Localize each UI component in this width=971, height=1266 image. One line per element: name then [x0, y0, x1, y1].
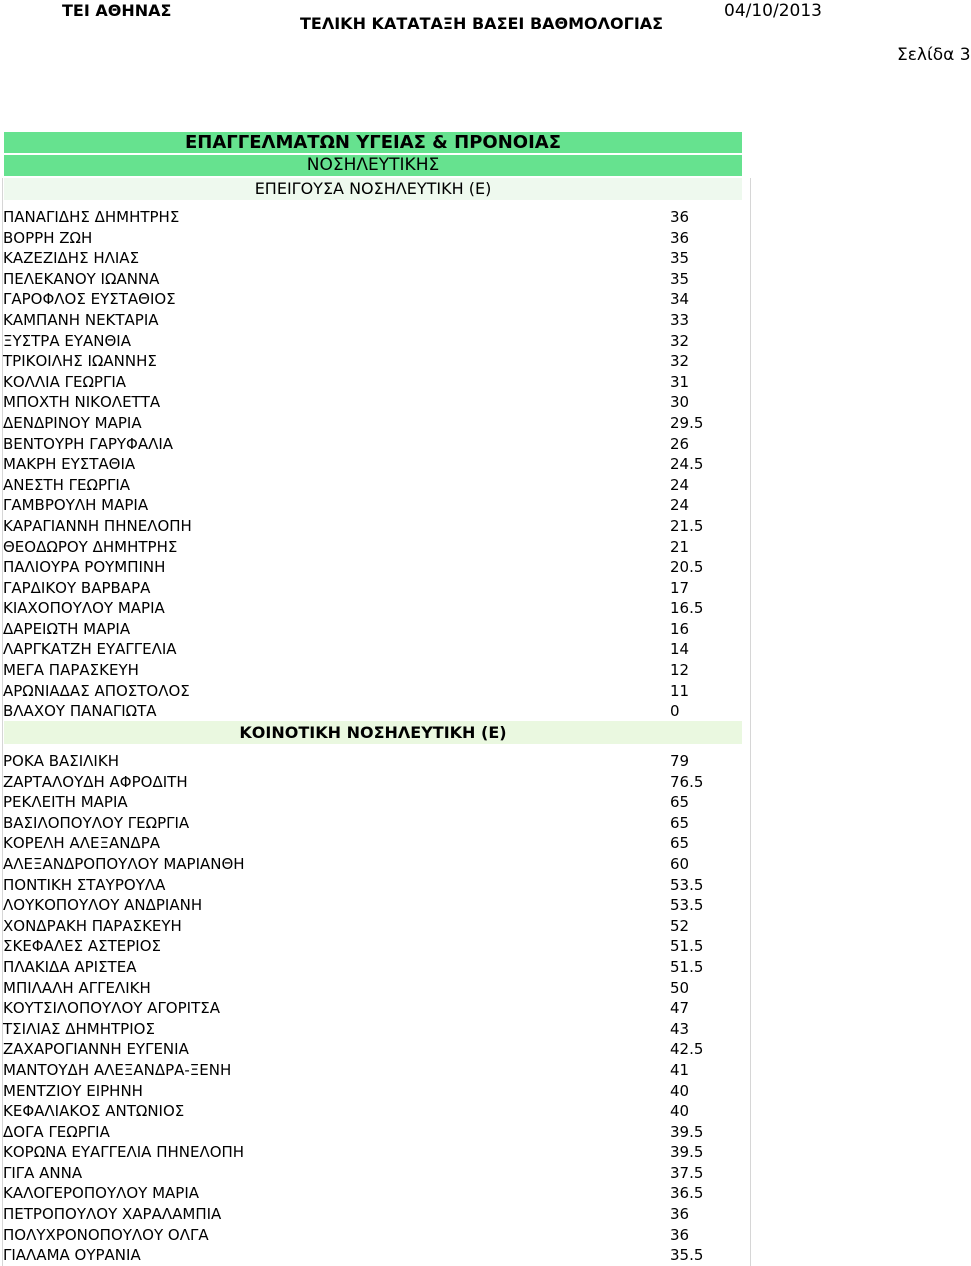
- table-row: [0, 895, 960, 916]
- candidate-name: ΚΙΑΧΟΠΟΥΛΟΥ ΜΑΡΙΑ: [3, 599, 165, 618]
- table-row: [0, 936, 960, 957]
- institution-name: ΤΕΙ ΑΘΗΝΑΣ: [62, 1, 172, 20]
- candidate-score: 36: [670, 208, 690, 226]
- table-row: [0, 537, 960, 558]
- table-row: [0, 578, 960, 599]
- candidate-score: 36: [670, 1205, 690, 1224]
- candidate-score: 60: [670, 854, 690, 873]
- table-row: [0, 792, 960, 813]
- candidate-score: 36: [670, 1225, 690, 1244]
- candidate-name: ΓΙΓΑ ΑΝΝΑ: [3, 1163, 83, 1182]
- candidate-name: ΓΑΜΒΡΟΥΛΗ ΜΑΡΙΑ: [3, 496, 149, 515]
- table-row: [0, 454, 960, 475]
- candidate-name: ΞΥΣΤΡΑ ΕΥΑΝΘΙΑ: [3, 331, 131, 350]
- department-heading: ΝΟΣΗΛΕΥΤΙΚΗΣ: [4, 155, 742, 176]
- candidate-name: ΠΟΛΥΧΡΟΝΟΠΟΥΛΟΥ ΟΛΓΑ: [3, 1225, 209, 1244]
- table-row: [0, 1183, 960, 1204]
- candidate-name: ΚΕΦΑΛΙΑΚΟΣ ΑΝΤΩΝΙΟΣ: [3, 1102, 185, 1121]
- table-row: [0, 639, 960, 660]
- candidate-score: 33: [670, 310, 690, 329]
- candidate-name: ΖΑΡΤΑΛΟΥΔΗ ΑΦΡΟΔΙΤΗ: [3, 772, 188, 791]
- table-row: [0, 833, 960, 854]
- table-row: [0, 916, 960, 937]
- candidate-score: 36.5: [670, 1184, 704, 1203]
- candidate-name: ΡΟΚΑ ΒΑΣΙΛΙΚΗ: [3, 752, 119, 770]
- table-row: [0, 269, 960, 290]
- table-row: [0, 978, 960, 999]
- table-row: [0, 1101, 960, 1122]
- candidate-score: 41: [670, 1060, 690, 1079]
- candidate-name: ΡΕΚΛΕΙΤΗ ΜΑΡΙΑ: [3, 793, 128, 812]
- candidate-name: ΘΕΟΔΩΡΟΥ ΔΗΜΗΤΡΗΣ: [3, 537, 178, 556]
- table-row: [0, 1142, 960, 1163]
- ranking-list-community-nursing: [0, 751, 960, 1266]
- candidate-score: 36: [670, 228, 690, 247]
- document-date: 04/10/2013: [724, 1, 822, 21]
- candidate-score: 47: [670, 999, 690, 1018]
- candidate-name: ΜΕΓΑ ΠΑΡΑΣΚΕΥΗ: [3, 661, 139, 680]
- candidate-score: 52: [670, 916, 690, 935]
- candidate-score: 26: [670, 434, 690, 453]
- page-number: Σελίδα 3: [897, 45, 971, 65]
- candidate-score: 21.5: [670, 516, 704, 535]
- candidate-score: 79: [670, 752, 690, 770]
- candidate-name: ΧΟΝΔΡΑΚΗ ΠΑΡΑΣΚΕΥΗ: [3, 916, 182, 935]
- table-row: [0, 1225, 960, 1246]
- document-title: ΤΕΛΙΚΗ ΚΑΤΑΤΑΞΗ ΒΑΣΕΙ ΒΑΘΜΟΛΟΓΙΑΣ: [300, 14, 664, 33]
- candidate-score: 21: [670, 537, 690, 556]
- candidate-score: 14: [670, 640, 690, 659]
- candidate-name: ΜΑΚΡΗ ΕΥΣΤΑΘΙΑ: [3, 455, 136, 474]
- table-row: [0, 289, 960, 310]
- candidate-name: ΓΑΡΔΙΚΟΥ ΒΑΡΒΑΡΑ: [3, 578, 151, 597]
- candidate-score: 76.5: [670, 772, 704, 791]
- table-row: [0, 495, 960, 516]
- candidate-score: 31: [670, 372, 690, 391]
- candidate-score: 39.5: [670, 1122, 704, 1141]
- candidate-score: 17: [670, 578, 690, 597]
- candidate-name: ΚΟΥΤΣΙΛΟΠΟΥΛΟΥ ΑΓΟΡΙΤΣΑ: [3, 999, 220, 1018]
- candidate-name: ΓΑΡΟΦΛΟΣ ΕΥΣΤΑΘΙΟΣ: [3, 290, 176, 309]
- ranking-list-emergency-nursing: [0, 207, 960, 722]
- table-row: [0, 248, 960, 269]
- candidate-score: 65: [670, 813, 690, 832]
- candidate-score: 16: [670, 619, 690, 638]
- candidate-name: ΜΑΝΤΟΥΔΗ ΑΛΕΞΑΝΔΡΑ-ΞΕΝΗ: [3, 1060, 232, 1079]
- table-row: [0, 557, 960, 578]
- candidate-name: ΖΑΧΑΡΟΓΙΑΝΝΗ ΕΥΓΕΝΙΑ: [3, 1040, 189, 1059]
- table-row: [0, 998, 960, 1019]
- candidate-name: ΚΑΛΟΓΕΡΟΠΟΥΛΟΥ ΜΑΡΙΑ: [3, 1184, 200, 1203]
- candidate-name: ΚΟΡΩΝΑ ΕΥΑΓΓΕΛΙΑ ΠΗΝΕΛΟΠΗ: [3, 1143, 245, 1162]
- table-row: [0, 681, 960, 702]
- table-row: [0, 875, 960, 896]
- table-row: [0, 1245, 960, 1266]
- candidate-score: 24: [670, 496, 690, 515]
- table-row: [0, 854, 960, 875]
- table-row: [0, 1081, 960, 1102]
- candidate-score: 20.5: [670, 558, 704, 577]
- section-heading-community-nursing: ΚΟΙΝΟΤΙΚΗ ΝΟΣΗΛΕΥΤΙΚΗ (Ε): [4, 721, 742, 744]
- candidate-name: ΤΣΙΛΙΑΣ ΔΗΜΗΤΡΙΟΣ: [3, 1019, 155, 1038]
- table-row: [0, 310, 960, 331]
- candidate-name: ΔΑΡΕΙΩΤΗ ΜΑΡΙΑ: [3, 619, 131, 638]
- candidate-score: 65: [670, 793, 690, 812]
- candidate-score: 37.5: [670, 1163, 704, 1182]
- candidate-score: 35: [670, 269, 690, 288]
- candidate-score: 40: [670, 1081, 690, 1100]
- candidate-name: ΠΟΝΤΙΚΗ ΣΤΑΥΡΟΥΛΑ: [3, 875, 166, 894]
- candidate-name: ΠΑΝΑΓΙΔΗΣ ΔΗΜΗΤΡΗΣ: [3, 208, 180, 226]
- candidate-name: ΒΑΣΙΛΟΠΟΥΛΟΥ ΓΕΩΡΓΙΑ: [3, 813, 190, 832]
- candidate-score: 53.5: [670, 896, 704, 915]
- candidate-name: ΚΟΡΕΛΗ ΑΛΕΞΑΝΔΡΑ: [3, 834, 161, 853]
- candidate-name: ΚΑΖΕΖΙΔΗΣ ΗΛΙΑΣ: [3, 249, 140, 268]
- candidate-name: ΔΕΝΔΡΙΝΟΥ ΜΑΡΙΑ: [3, 413, 142, 432]
- table-row: [0, 207, 960, 228]
- table-row: [0, 372, 960, 393]
- candidate-name: ΒΟΡΡΗ ΖΩΗ: [3, 228, 93, 247]
- candidate-name: ΜΠΟΧΤΗ ΝΙΚΟΛΕΤΤΑ: [3, 393, 161, 412]
- candidate-score: 32: [670, 352, 690, 371]
- candidate-score: 53.5: [670, 875, 704, 894]
- candidate-name: ΑΝΕΣΤΗ ΓΕΩΡΓΙΑ: [3, 475, 131, 494]
- candidate-name: ΛΟΥΚΟΠΟΥΛΟΥ ΑΝΔΡΙΑΝΗ: [3, 896, 203, 915]
- candidate-name: ΠΑΛΙΟΥΡΑ ΡΟΥΜΠΙΝΗ: [3, 558, 166, 577]
- table-row: [0, 228, 960, 249]
- candidate-name: ΠΛΑΚΙΔΑ ΑΡΙΣΤΕΑ: [3, 957, 137, 976]
- table-row: [0, 331, 960, 352]
- candidate-score: 29.5: [670, 413, 704, 432]
- candidate-name: ΣΚΕΦΑΛΕΣ ΑΣΤΕΡΙΟΣ: [3, 937, 161, 956]
- candidate-name: ΚΑΡΑΓΙΑΝΝΗ ΠΗΝΕΛΟΠΗ: [3, 516, 192, 535]
- candidate-name: ΚΑΜΠΑΝΗ ΝΕΚΤΑΡΙΑ: [3, 310, 159, 329]
- table-row: [0, 351, 960, 372]
- section-heading-emergency-nursing: ΕΠΕΙΓΟΥΣΑ ΝΟΣΗΛΕΥΤΙΚΗ (Ε): [4, 178, 742, 200]
- table-row: [0, 598, 960, 619]
- table-row: [0, 813, 960, 834]
- candidate-score: 12: [670, 661, 690, 680]
- table-row: [0, 751, 960, 772]
- candidate-score: 65: [670, 834, 690, 853]
- candidate-score: 30: [670, 393, 690, 412]
- candidate-score: 39.5: [670, 1143, 704, 1162]
- candidate-score: 0: [670, 702, 680, 721]
- table-row: [0, 1019, 960, 1040]
- table-row: [0, 701, 960, 722]
- candidate-score: 24.5: [670, 455, 704, 474]
- table-row: [0, 1122, 960, 1143]
- table-row: [0, 516, 960, 537]
- candidate-score: 16.5: [670, 599, 704, 618]
- candidate-score: 32: [670, 331, 690, 350]
- candidate-name: ΒΕΝΤΟΥΡΗ ΓΑΡΥΦΑΛΙΑ: [3, 434, 174, 453]
- candidate-name: ΤΡΙΚΟΙΛΗΣ ΙΩΑΝΝΗΣ: [3, 352, 157, 371]
- candidate-score: 24: [670, 475, 690, 494]
- candidate-name: ΑΛΕΞΑΝΔΡΟΠΟΥΛΟΥ ΜΑΡΙΑΝΘΗ: [3, 854, 245, 873]
- candidate-name: ΛΑΡΓΚΑΤΖΗ ΕΥΑΓΓΕΛΙΑ: [3, 640, 177, 659]
- candidate-score: 50: [670, 978, 690, 997]
- candidate-name: ΠΕΛΕΚΑΝΟΥ ΙΩΑΝΝΑ: [3, 269, 160, 288]
- candidate-name: ΑΡΩΝΙΑΔΑΣ ΑΠΟΣΤΟΛΟΣ: [3, 681, 190, 700]
- candidate-name: ΒΛΑΧΟΥ ΠΑΝΑΓΙΩΤΑ: [3, 702, 157, 721]
- candidate-name: ΠΕΤΡΟΠΟΥΛΟΥ ΧΑΡΑΛΑΜΠΙΑ: [3, 1205, 222, 1224]
- candidate-name: ΚΟΛΛΙΑ ΓΕΩΡΓΙΑ: [3, 372, 127, 391]
- table-row: [0, 957, 960, 978]
- candidate-score: 35.5: [670, 1246, 704, 1265]
- candidate-name: ΜΠΙΛΑΛΗ ΑΓΓΕΛΙΚΗ: [3, 978, 151, 997]
- candidate-name: ΔΟΓΑ ΓΕΩΡΓΙΑ: [3, 1122, 110, 1141]
- table-row: [0, 772, 960, 793]
- candidate-name: ΓΙΑΛΑΜΑ ΟΥΡΑΝΙΑ: [3, 1246, 141, 1265]
- table-row: [0, 434, 960, 455]
- table-row: [0, 1060, 960, 1081]
- candidate-score: 34: [670, 290, 690, 309]
- table-row: [0, 413, 960, 434]
- table-row: [0, 1204, 960, 1225]
- candidate-score: 43: [670, 1019, 690, 1038]
- table-row: [0, 619, 960, 640]
- table-row: [0, 392, 960, 413]
- table-row: [0, 475, 960, 496]
- table-row: [0, 1039, 960, 1060]
- faculty-heading: ΕΠΑΓΓΕΛΜΑΤΩΝ ΥΓΕΙΑΣ & ΠΡΟΝΟΙΑΣ: [4, 132, 742, 153]
- candidate-score: 11: [670, 681, 690, 700]
- table-row: [0, 1163, 960, 1184]
- candidate-score: 40: [670, 1102, 690, 1121]
- candidate-score: 35: [670, 249, 690, 268]
- table-row: [0, 660, 960, 681]
- candidate-score: 51.5: [670, 957, 704, 976]
- candidate-name: ΜΕΝΤΖΙΟΥ ΕΙΡΗΝΗ: [3, 1081, 143, 1100]
- candidate-score: 51.5: [670, 937, 704, 956]
- candidate-score: 42.5: [670, 1040, 704, 1059]
